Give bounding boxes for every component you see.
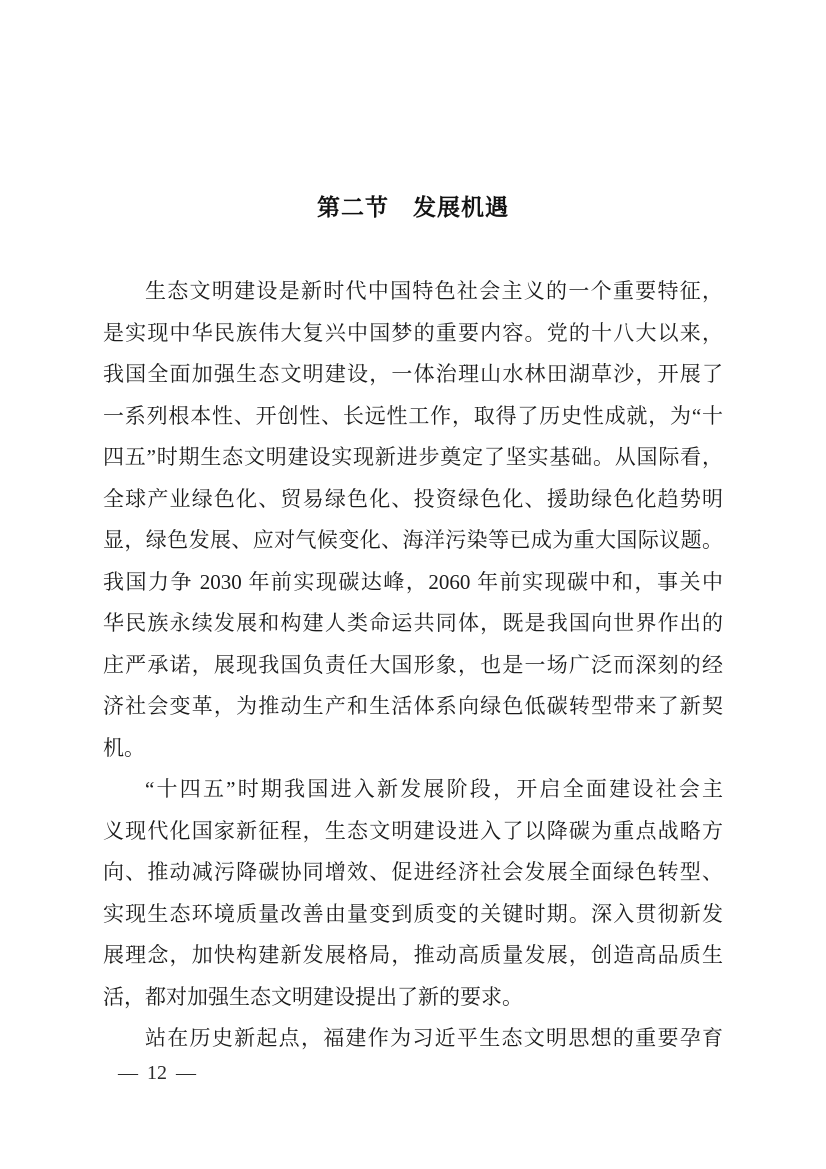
page-number: — 12 — xyxy=(118,1062,196,1084)
text-line: 显，绿色发展、应对气候变化、海洋污染等已成为重大国际议题。 xyxy=(103,528,723,552)
section-title: 第二节 发展机遇 xyxy=(317,195,509,220)
text-line: 义现代化国家新征程，生态文明建设进入了以降碳为重点战略方 xyxy=(103,818,723,843)
text-line: 站在历史新起点，福建作为习近平生态文明思想的重要孕育 xyxy=(145,1026,723,1050)
text-line: 庄严承诺，展现我国负责任大国形象，也是一场广泛而深刻的经 xyxy=(103,652,723,677)
text-line: 华民族永续发展和构建人类命运共同体，既是我国向世界作出的 xyxy=(103,611,723,635)
text-line: 向、推动减污降碳协同增效、促进经济社会发展全面绿色转型、 xyxy=(103,860,723,884)
document-body xyxy=(103,271,723,1060)
text-line: 生态文明建设是新时代中国特色社会主义的一个重要特征， xyxy=(145,279,723,303)
text-line: “十四五”时期我国进入新发展阶段，开启全面建设社会主 xyxy=(145,777,723,801)
text-line: 实现生态环境质量改善由量变到质变的关键时期。深入贯彻新发 xyxy=(103,901,723,926)
text-line: 机。 xyxy=(103,735,145,760)
text-line: 我国全面加强生态文明建设，一体治理山水林田湖草沙，开展了 xyxy=(103,362,723,386)
text-line: 是实现中华民族伟大复兴中国梦的重要内容。党的十八大以来， xyxy=(103,320,723,345)
text-line: 我国力争 2030 年前实现碳达峰，2060 年前实现碳中和，事关中 xyxy=(103,569,723,594)
text-line: 济社会变革，为推动生产和生活体系向绿色低碳转型带来了新契 xyxy=(103,694,723,718)
text-line: 一系列根本性、开创性、长远性工作，取得了历史性成就，为“十 xyxy=(103,403,723,428)
text-line: 四五”时期生态文明建设实现新进步奠定了坚实基础。从国际看， xyxy=(103,445,723,469)
text-line: 活，都对加强生态文明建设提出了新的要求。 xyxy=(103,984,523,1009)
text-line: 展理念，加快构建新发展格局，推动高质量发展，创造高品质生 xyxy=(103,943,723,967)
text-line: 全球产业绿色化、贸易绿色化、投资绿色化、援助绿色化趋势明 xyxy=(103,486,723,511)
